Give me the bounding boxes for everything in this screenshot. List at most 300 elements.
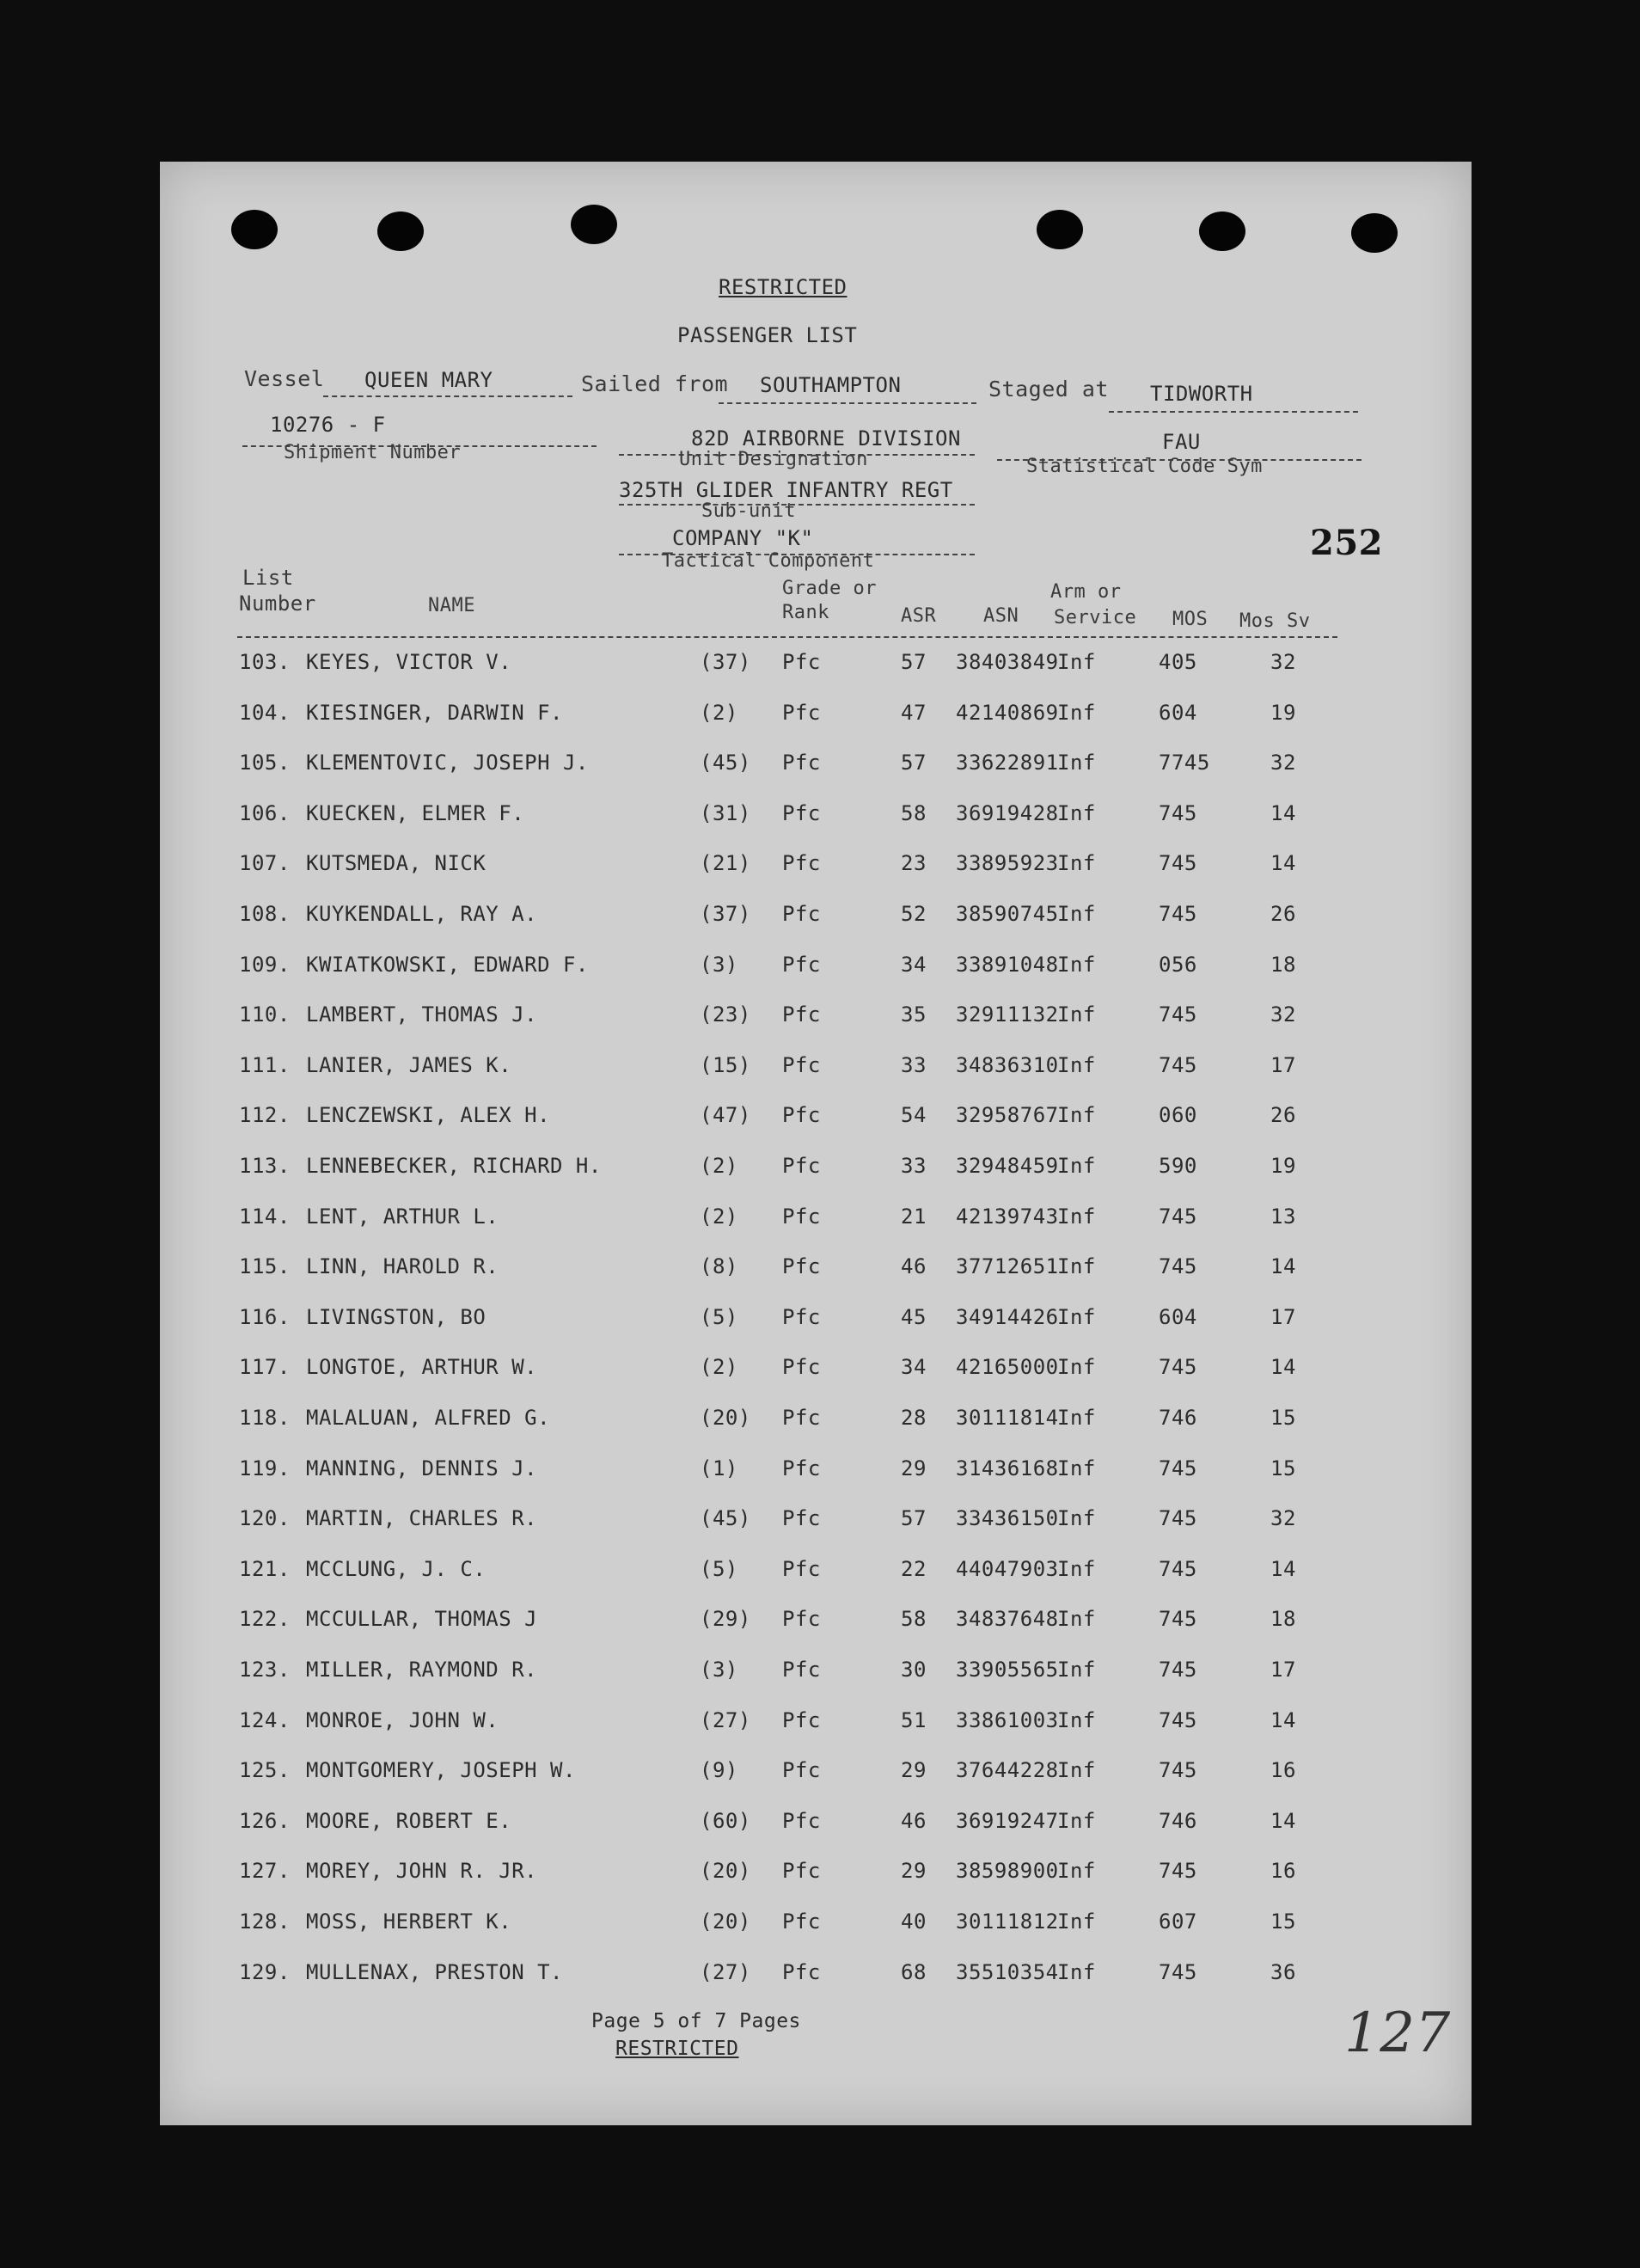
asr-score: 46	[901, 1254, 927, 1279]
arm-service: Inf	[1057, 1556, 1096, 1581]
arm-service: Inf	[1057, 700, 1096, 725]
staged-underline	[1109, 411, 1358, 413]
asr-score: 29	[901, 1859, 927, 1884]
asr-score: 52	[901, 902, 927, 926]
arm-service: Inf	[1057, 1204, 1096, 1229]
army-serial-number: 33861003	[956, 1707, 1059, 1732]
dependents-count: (2)	[700, 1154, 738, 1178]
list-number: 118.	[239, 1406, 291, 1430]
passenger-name: MALALUAN, ALFRED G.	[306, 1406, 551, 1430]
mos-code: 745	[1159, 1959, 1197, 1984]
punch-hole	[1199, 211, 1245, 251]
list-number: 124.	[239, 1707, 291, 1732]
sheet-number: 252	[1310, 523, 1383, 563]
asr-score: 57	[901, 751, 927, 775]
dependents-count: (29)	[700, 1607, 751, 1632]
army-serial-number: 32948459	[956, 1154, 1059, 1178]
arm-service: Inf	[1057, 1002, 1096, 1027]
army-serial-number: 31436168	[956, 1456, 1059, 1480]
grade-rank: Pfc	[782, 1859, 821, 1884]
statistical-code-value: FAU	[1162, 430, 1201, 454]
passenger-name: MONTGOMERY, JOSEPH W.	[306, 1758, 576, 1783]
asr-score: 23	[901, 851, 927, 876]
dependents-count: (9)	[700, 1758, 738, 1783]
army-serial-number: 35510354	[956, 1959, 1059, 1984]
restricted-heading: RESTRICTED	[719, 275, 848, 299]
asr-score: 30	[901, 1658, 927, 1682]
army-serial-number: 42140869	[956, 700, 1059, 725]
statistical-code-label: Statistical Code Sym	[1026, 456, 1263, 477]
months-service: 14	[1270, 1355, 1296, 1380]
months-service: 15	[1270, 1456, 1296, 1480]
passenger-name: MULLENAX, PRESTON T.	[306, 1959, 563, 1984]
table-row	[160, 1456, 1472, 1491]
passenger-name: MARTIN, CHARLES R.	[306, 1506, 538, 1531]
mos-code: 745	[1159, 1556, 1197, 1581]
col-mos: MOS	[1172, 609, 1209, 630]
dependents-count: (5)	[700, 1304, 738, 1329]
asr-score: 58	[901, 800, 927, 825]
asr-score: 46	[901, 1808, 927, 1833]
list-number: 112.	[239, 1103, 291, 1128]
dependents-count: (5)	[700, 1556, 738, 1581]
list-number: 113.	[239, 1154, 291, 1178]
grade-rank: Pfc	[782, 1959, 821, 1984]
punch-hole	[377, 211, 424, 251]
handwritten-number: 127	[1344, 2001, 1451, 2065]
passenger-name: MCCLUNG, J. C.	[306, 1556, 486, 1581]
table-row	[160, 1809, 1472, 1843]
table-row	[160, 1254, 1472, 1289]
passenger-name: KUTSMEDA, NICK	[306, 851, 486, 876]
dependents-count: (2)	[700, 700, 738, 725]
arm-service: Inf	[1057, 1808, 1096, 1833]
months-service: 18	[1270, 1607, 1296, 1632]
mos-code: 745	[1159, 902, 1197, 926]
mos-code: 746	[1159, 1406, 1197, 1430]
list-number: 120.	[239, 1506, 291, 1531]
arm-service: Inf	[1057, 1304, 1096, 1329]
dependents-count: (45)	[700, 1506, 751, 1531]
months-service: 19	[1270, 700, 1296, 725]
list-number: 129.	[239, 1959, 291, 1984]
arm-service: Inf	[1057, 1959, 1096, 1984]
army-serial-number: 33891048	[956, 952, 1059, 977]
army-serial-number: 33895923	[956, 851, 1059, 876]
arm-service: Inf	[1057, 1406, 1096, 1430]
passenger-name: LENCZEWSKI, ALEX H.	[306, 1103, 551, 1128]
mos-code: 745	[1159, 851, 1197, 876]
mos-code: 060	[1159, 1103, 1197, 1128]
army-serial-number: 36919428	[956, 800, 1059, 825]
list-number: 109.	[239, 952, 291, 977]
grade-rank: Pfc	[782, 1758, 821, 1783]
table-row	[160, 1305, 1472, 1339]
asr-score: 45	[901, 1304, 927, 1329]
list-number: 110.	[239, 1002, 291, 1027]
col-rank: Rank	[782, 602, 829, 623]
table-row	[160, 1758, 1472, 1793]
asr-score: 51	[901, 1707, 927, 1732]
document-title: PASSENGER LIST	[677, 323, 858, 347]
army-serial-number: 32911132	[956, 1002, 1059, 1027]
subunit-value: 325TH GLIDER INFANTRY REGT	[619, 478, 953, 502]
arm-service: Inf	[1057, 1658, 1096, 1682]
table-row	[160, 1557, 1472, 1591]
list-number: 128.	[239, 1909, 291, 1934]
grade-rank: Pfc	[782, 1355, 821, 1380]
list-number: 115.	[239, 1254, 291, 1279]
table-row	[160, 801, 1472, 836]
months-service: 18	[1270, 952, 1296, 977]
vessel-underline	[323, 395, 572, 397]
arm-service: Inf	[1057, 1758, 1096, 1783]
passenger-name: LIVINGSTON, BO	[306, 1304, 486, 1329]
page-indicator: Page 5 of 7 Pages	[591, 2010, 801, 2032]
arm-service: Inf	[1057, 800, 1096, 825]
army-serial-number: 38403849	[956, 650, 1059, 674]
mos-code: 056	[1159, 952, 1197, 977]
months-service: 32	[1270, 1506, 1296, 1531]
dependents-count: (23)	[700, 1002, 751, 1027]
grade-rank: Pfc	[782, 1707, 821, 1732]
months-service: 14	[1270, 1254, 1296, 1279]
passenger-name: MOREY, JOHN R. JR.	[306, 1859, 538, 1884]
list-number: 116.	[239, 1304, 291, 1329]
col-name: NAME	[428, 595, 475, 616]
dependents-count: (15)	[700, 1052, 751, 1077]
grade-rank: Pfc	[782, 851, 821, 876]
list-number: 123.	[239, 1658, 291, 1682]
grade-rank: Pfc	[782, 902, 821, 926]
asr-score: 29	[901, 1456, 927, 1480]
passenger-name: MILLER, RAYMOND R.	[306, 1658, 538, 1682]
asr-score: 57	[901, 1506, 927, 1531]
arm-service: Inf	[1057, 1607, 1096, 1632]
passenger-name: LAMBERT, THOMAS J.	[306, 1002, 538, 1027]
table-row	[160, 1053, 1472, 1088]
passenger-name: KIESINGER, DARWIN F.	[306, 700, 563, 725]
months-service: 17	[1270, 1052, 1296, 1077]
grade-rank: Pfc	[782, 1052, 821, 1077]
arm-service: Inf	[1057, 1506, 1096, 1531]
arm-service: Inf	[1057, 1103, 1096, 1128]
list-number: 104.	[239, 700, 291, 725]
restricted-footer: RESTRICTED	[615, 2038, 739, 2060]
table-row	[160, 1960, 1472, 1995]
dependents-count: (1)	[700, 1456, 738, 1480]
months-service: 14	[1270, 1707, 1296, 1732]
grade-rank: Pfc	[782, 700, 821, 725]
dependents-count: (45)	[700, 751, 751, 775]
list-number: 127.	[239, 1859, 291, 1884]
sailed-underline	[719, 402, 976, 404]
dependents-count: (20)	[700, 1909, 751, 1934]
table-row	[160, 1658, 1472, 1692]
col-list-top: List	[242, 566, 294, 590]
army-serial-number: 37644228	[956, 1758, 1059, 1783]
table-row	[160, 1103, 1472, 1137]
asr-score: 47	[901, 700, 927, 725]
table-row	[160, 1607, 1472, 1641]
mos-code: 746	[1159, 1808, 1197, 1833]
asr-score: 57	[901, 650, 927, 674]
months-service: 15	[1270, 1909, 1296, 1934]
months-service: 16	[1270, 1758, 1296, 1783]
mos-code: 604	[1159, 700, 1197, 725]
months-service: 16	[1270, 1859, 1296, 1884]
dependents-count: (3)	[700, 1658, 738, 1682]
table-row	[160, 751, 1472, 785]
mos-code: 745	[1159, 1052, 1197, 1077]
months-service: 32	[1270, 751, 1296, 775]
list-number: 126.	[239, 1808, 291, 1833]
mos-code: 745	[1159, 1859, 1197, 1884]
grade-rank: Pfc	[782, 1506, 821, 1531]
passenger-name: LENNEBECKER, RICHARD H.	[306, 1154, 602, 1178]
asr-score: 33	[901, 1052, 927, 1077]
table-row	[160, 1154, 1472, 1188]
mos-code: 745	[1159, 1607, 1197, 1632]
table-row	[160, 701, 1472, 735]
army-serial-number: 33905565	[956, 1658, 1059, 1682]
passenger-name: KEYES, VICTOR V.	[306, 650, 512, 674]
arm-service: Inf	[1057, 1355, 1096, 1380]
asr-score: 34	[901, 1355, 927, 1380]
table-row	[160, 1859, 1472, 1893]
list-number: 119.	[239, 1456, 291, 1480]
army-serial-number: 32958767	[956, 1103, 1059, 1128]
punch-hole	[571, 205, 617, 244]
mos-code: 745	[1159, 1456, 1197, 1480]
list-number: 103.	[239, 650, 291, 674]
months-service: 13	[1270, 1204, 1296, 1229]
mos-code: 745	[1159, 1506, 1197, 1531]
army-serial-number: 34836310	[956, 1052, 1059, 1077]
months-service: 26	[1270, 1103, 1296, 1128]
army-serial-number: 34914426	[956, 1304, 1059, 1329]
table-row	[160, 953, 1472, 987]
grade-rank: Pfc	[782, 952, 821, 977]
army-serial-number: 33622891	[956, 751, 1059, 775]
passenger-name: MCCULLAR, THOMAS J	[306, 1607, 538, 1632]
months-service: 14	[1270, 1556, 1296, 1581]
grade-rank: Pfc	[782, 1406, 821, 1430]
staged-at-label: Staged at	[988, 377, 1109, 401]
passenger-name: MONROE, JOHN W.	[306, 1707, 499, 1732]
mos-code: 745	[1159, 1002, 1197, 1027]
passenger-name: LENT, ARTHUR L.	[306, 1204, 499, 1229]
months-service: 36	[1270, 1959, 1296, 1984]
army-serial-number: 36919247	[956, 1808, 1059, 1833]
passenger-name: LINN, HAROLD R.	[306, 1254, 499, 1279]
grade-rank: Pfc	[782, 751, 821, 775]
table-row	[160, 902, 1472, 936]
table-row	[160, 1204, 1472, 1239]
vessel-value: QUEEN MARY	[364, 368, 493, 392]
unit-designation-label: Unit Designation	[679, 449, 868, 470]
months-service: 26	[1270, 902, 1296, 926]
tactical-component-label: Tactical Component	[662, 550, 875, 572]
mos-code: 745	[1159, 1204, 1197, 1229]
mos-code: 745	[1159, 1707, 1197, 1732]
list-number: 111.	[239, 1052, 291, 1077]
mos-code: 745	[1159, 1254, 1197, 1279]
asr-score: 58	[901, 1607, 927, 1632]
table-row	[160, 650, 1472, 684]
grade-rank: Pfc	[782, 1154, 821, 1178]
list-number: 108.	[239, 902, 291, 926]
dependents-count: (20)	[700, 1859, 751, 1884]
list-number: 114.	[239, 1204, 291, 1229]
dependents-count: (8)	[700, 1254, 738, 1279]
dependents-count: (37)	[700, 902, 751, 926]
arm-service: Inf	[1057, 902, 1096, 926]
passenger-name: KLEMENTOVIC, JOSEPH J.	[306, 751, 589, 775]
dependents-count: (3)	[700, 952, 738, 977]
header-underline	[237, 636, 1337, 638]
col-asr: ASR	[901, 605, 937, 627]
passenger-name: LANIER, JAMES K.	[306, 1052, 512, 1077]
army-serial-number: 42139743	[956, 1204, 1059, 1229]
col-arm: Arm or	[1050, 581, 1122, 603]
asr-score: 29	[901, 1758, 927, 1783]
grade-rank: Pfc	[782, 1456, 821, 1480]
dependents-count: (20)	[700, 1406, 751, 1430]
list-number: 121.	[239, 1556, 291, 1581]
list-number: 122.	[239, 1607, 291, 1632]
dependents-count: (2)	[700, 1204, 738, 1229]
grade-rank: Pfc	[782, 1658, 821, 1682]
arm-service: Inf	[1057, 952, 1096, 977]
grade-rank: Pfc	[782, 1808, 821, 1833]
mos-code: 604	[1159, 1304, 1197, 1329]
list-number: 107.	[239, 851, 291, 876]
dependents-count: (27)	[700, 1707, 751, 1732]
col-asn: ASN	[983, 605, 1019, 627]
mos-code: 745	[1159, 1658, 1197, 1682]
army-serial-number: 42165000	[956, 1355, 1059, 1380]
grade-rank: Pfc	[782, 800, 821, 825]
months-service: 14	[1270, 851, 1296, 876]
arm-service: Inf	[1057, 751, 1096, 775]
subunit-underline	[619, 504, 975, 506]
subunit-label: Sub-unit	[701, 500, 796, 522]
punch-hole	[1037, 210, 1083, 249]
arm-service: Inf	[1057, 1707, 1096, 1732]
shipment-number-label: Shipment Number	[284, 442, 462, 463]
grade-rank: Pfc	[782, 1909, 821, 1934]
asr-score: 40	[901, 1909, 927, 1934]
asr-score: 34	[901, 952, 927, 977]
army-serial-number: 37712651	[956, 1254, 1059, 1279]
grade-rank: Pfc	[782, 1254, 821, 1279]
col-service: Service	[1054, 607, 1137, 628]
table-row	[160, 1506, 1472, 1541]
grade-rank: Pfc	[782, 1556, 821, 1581]
months-service: 32	[1270, 1002, 1296, 1027]
asr-score: 35	[901, 1002, 927, 1027]
passenger-name: KUECKEN, ELMER F.	[306, 800, 525, 825]
dependents-count: (47)	[700, 1103, 751, 1128]
dependents-count: (2)	[700, 1355, 738, 1380]
table-row	[160, 1909, 1472, 1944]
grade-rank: Pfc	[782, 650, 821, 674]
mos-code: 405	[1159, 650, 1197, 674]
mos-code: 607	[1159, 1909, 1197, 1934]
months-service: 17	[1270, 1304, 1296, 1329]
asr-score: 54	[901, 1103, 927, 1128]
army-serial-number: 30111812	[956, 1909, 1059, 1934]
grade-rank: Pfc	[782, 1607, 821, 1632]
months-service: 15	[1270, 1406, 1296, 1430]
asr-score: 33	[901, 1154, 927, 1178]
list-number: 125.	[239, 1758, 291, 1783]
list-number: 105.	[239, 751, 291, 775]
shipment-number-value: 10276 - F	[270, 413, 386, 437]
punch-hole	[1351, 213, 1398, 253]
passenger-name: MOSS, HERBERT K.	[306, 1909, 512, 1934]
table-row	[160, 1002, 1472, 1037]
arm-service: Inf	[1057, 650, 1096, 674]
asr-score: 21	[901, 1204, 927, 1229]
army-serial-number: 33436150	[956, 1506, 1059, 1531]
army-serial-number: 30111814	[956, 1406, 1059, 1430]
col-list-number: Number	[239, 592, 316, 616]
arm-service: Inf	[1057, 1909, 1096, 1934]
list-number: 117.	[239, 1355, 291, 1380]
arm-service: Inf	[1057, 1456, 1096, 1480]
grade-rank: Pfc	[782, 1304, 821, 1329]
months-service: 14	[1270, 800, 1296, 825]
sailed-from-label: Sailed from	[581, 371, 729, 396]
staged-at-value: TIDWORTH	[1150, 382, 1253, 406]
arm-service: Inf	[1057, 1154, 1096, 1178]
grade-rank: Pfc	[782, 1204, 821, 1229]
passenger-name: MANNING, DENNIS J.	[306, 1456, 538, 1480]
sailed-from-value: SOUTHAMPTON	[760, 373, 902, 397]
dependents-count: (27)	[700, 1959, 751, 1984]
passenger-name: KWIATKOWSKI, EDWARD F.	[306, 952, 589, 977]
arm-service: Inf	[1057, 1859, 1096, 1884]
dependents-count: (37)	[700, 650, 751, 674]
punch-hole	[231, 210, 278, 249]
asr-score: 68	[901, 1959, 927, 1984]
table-row	[160, 1708, 1472, 1743]
col-mos-sv: Mos Sv	[1239, 610, 1311, 632]
table-row	[160, 851, 1472, 886]
passenger-name: MOORE, ROBERT E.	[306, 1808, 512, 1833]
mos-code: 745	[1159, 800, 1197, 825]
mos-code: 745	[1159, 1355, 1197, 1380]
mos-code: 590	[1159, 1154, 1197, 1178]
army-serial-number: 38590745	[956, 902, 1059, 926]
months-service: 17	[1270, 1658, 1296, 1682]
mos-code: 745	[1159, 1758, 1197, 1783]
army-serial-number: 44047903	[956, 1556, 1059, 1581]
months-service: 14	[1270, 1808, 1296, 1833]
col-grade: Grade or	[782, 578, 877, 599]
tactical-component-value: COMPANY "K"	[672, 526, 814, 550]
table-row	[160, 1355, 1472, 1389]
dependents-count: (31)	[700, 800, 751, 825]
unit-designation-value: 82D AIRBORNE DIVISION	[691, 426, 961, 451]
table-row	[160, 1406, 1472, 1440]
passenger-name: KUYKENDALL, RAY A.	[306, 902, 538, 926]
document-page	[160, 162, 1472, 2125]
months-service: 19	[1270, 1154, 1296, 1178]
months-service: 32	[1270, 650, 1296, 674]
